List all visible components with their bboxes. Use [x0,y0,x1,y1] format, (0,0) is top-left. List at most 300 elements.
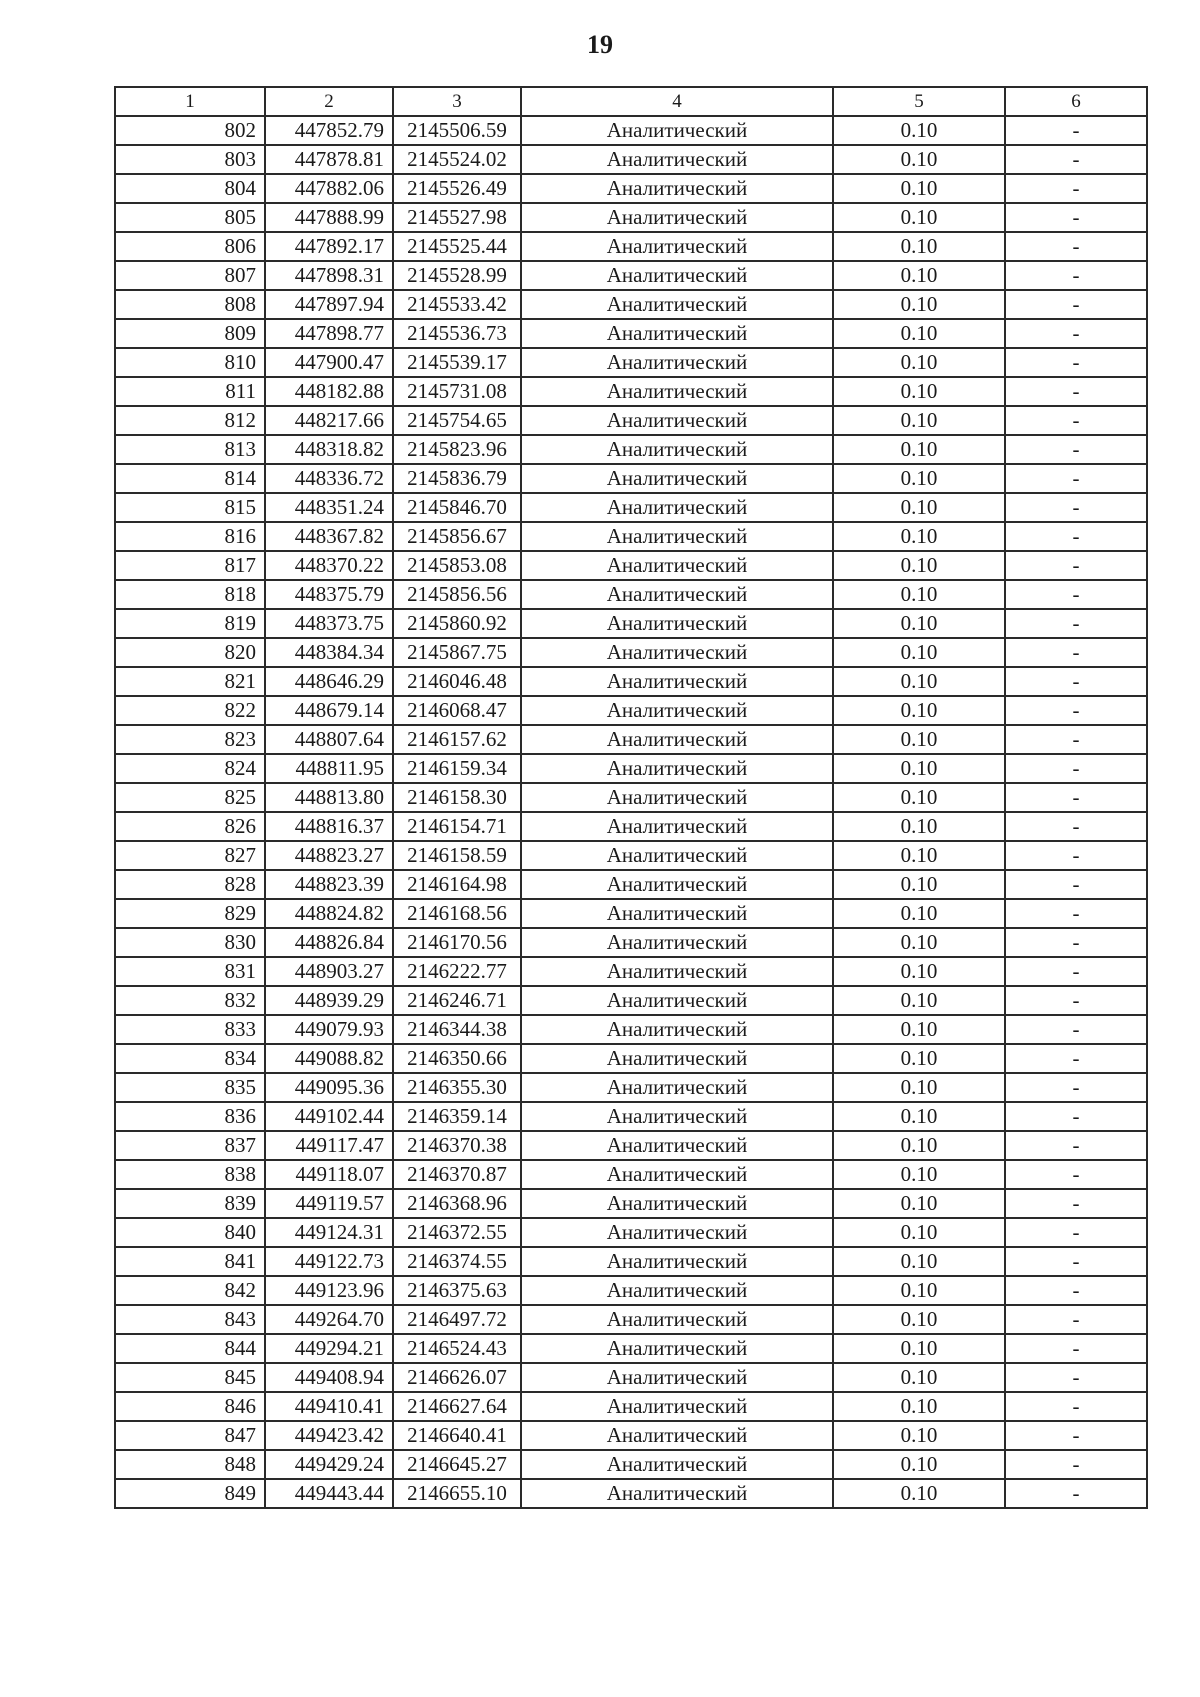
precision-cell: 0.10 [833,841,1005,870]
table-row [115,638,1147,667]
x-coordinate-cell: 449118.07 [265,1160,393,1189]
note-cell: - [1005,1479,1147,1508]
note-cell: - [1005,1189,1147,1218]
method-cell: Аналитический [521,319,833,348]
point-number-cell: 811 [115,377,265,406]
page-number: 19 [587,30,613,59]
y-coordinate-cell: 2145860.92 [393,609,521,638]
method-cell: Аналитический [521,1102,833,1131]
point-number-cell: 839 [115,1189,265,1218]
table-row [115,116,1147,145]
note-cell: - [1005,232,1147,261]
method-cell: Аналитический [521,1189,833,1218]
table-row [115,754,1147,783]
precision-cell: 0.10 [833,203,1005,232]
point-number-cell: 838 [115,1160,265,1189]
y-coordinate-cell: 2146157.62 [393,725,521,754]
x-coordinate-cell: 449294.21 [265,1334,393,1363]
precision-cell: 0.10 [833,1015,1005,1044]
x-coordinate-cell: 449095.36 [265,1073,393,1102]
point-number-cell: 826 [115,812,265,841]
table-row [115,928,1147,957]
point-number-cell: 814 [115,464,265,493]
point-number-cell: 822 [115,696,265,725]
method-cell: Аналитический [521,290,833,319]
y-coordinate-cell: 2146355.30 [393,1073,521,1102]
precision-cell: 0.10 [833,1450,1005,1479]
note-cell: - [1005,377,1147,406]
point-number-cell: 836 [115,1102,265,1131]
table-row [115,435,1147,464]
x-coordinate-cell: 448351.24 [265,493,393,522]
note-cell: - [1005,725,1147,754]
method-cell: Аналитический [521,1073,833,1102]
y-coordinate-cell: 2145528.99 [393,261,521,290]
table-row [115,1450,1147,1479]
y-coordinate-cell: 2146370.38 [393,1131,521,1160]
point-number-cell: 834 [115,1044,265,1073]
precision-cell: 0.10 [833,377,1005,406]
x-coordinate-cell: 447892.17 [265,232,393,261]
method-cell: Аналитический [521,493,833,522]
note-cell: - [1005,551,1147,580]
point-number-cell: 844 [115,1334,265,1363]
precision-cell: 0.10 [833,667,1005,696]
method-cell: Аналитический [521,696,833,725]
method-cell: Аналитический [521,1044,833,1073]
header-col-1: 1 [115,87,265,116]
point-number-cell: 812 [115,406,265,435]
y-coordinate-cell: 2145856.56 [393,580,521,609]
y-coordinate-cell: 2145524.02 [393,145,521,174]
method-cell: Аналитический [521,1305,833,1334]
note-cell: - [1005,812,1147,841]
y-coordinate-cell: 2146368.96 [393,1189,521,1218]
table-row [115,580,1147,609]
precision-cell: 0.10 [833,145,1005,174]
point-number-cell: 820 [115,638,265,667]
precision-cell: 0.10 [833,1247,1005,1276]
y-coordinate-cell: 2145853.08 [393,551,521,580]
x-coordinate-cell: 448336.72 [265,464,393,493]
method-cell: Аналитический [521,1479,833,1508]
y-coordinate-cell: 2146524.43 [393,1334,521,1363]
precision-cell: 0.10 [833,493,1005,522]
note-cell: - [1005,116,1147,145]
method-cell: Аналитический [521,203,833,232]
point-number-cell: 805 [115,203,265,232]
header-col-2: 2 [265,87,393,116]
note-cell: - [1005,1363,1147,1392]
x-coordinate-cell: 448903.27 [265,957,393,986]
note-cell: - [1005,841,1147,870]
point-number-cell: 823 [115,725,265,754]
x-coordinate-cell: 448679.14 [265,696,393,725]
x-coordinate-cell: 449423.42 [265,1421,393,1450]
precision-cell: 0.10 [833,174,1005,203]
method-cell: Аналитический [521,899,833,928]
precision-cell: 0.10 [833,1044,1005,1073]
x-coordinate-cell: 447898.77 [265,319,393,348]
y-coordinate-cell: 2146222.77 [393,957,521,986]
y-coordinate-cell: 2146627.64 [393,1392,521,1421]
point-number-cell: 803 [115,145,265,174]
x-coordinate-cell: 449102.44 [265,1102,393,1131]
header-row [115,87,1147,116]
y-coordinate-cell: 2145731.08 [393,377,521,406]
point-number-cell: 831 [115,957,265,986]
method-cell: Аналитический [521,1247,833,1276]
precision-cell: 0.10 [833,696,1005,725]
point-number-cell: 817 [115,551,265,580]
table-row [115,203,1147,232]
precision-cell: 0.10 [833,348,1005,377]
method-cell: Аналитический [521,609,833,638]
method-cell: Аналитический [521,928,833,957]
x-coordinate-cell: 448217.66 [265,406,393,435]
point-number-cell: 806 [115,232,265,261]
note-cell: - [1005,638,1147,667]
x-coordinate-cell: 448807.64 [265,725,393,754]
precision-cell: 0.10 [833,609,1005,638]
x-coordinate-cell: 447888.99 [265,203,393,232]
method-cell: Аналитический [521,1421,833,1450]
x-coordinate-cell: 449408.94 [265,1363,393,1392]
table-row [115,957,1147,986]
note-cell: - [1005,522,1147,551]
table-row [115,522,1147,551]
y-coordinate-cell: 2145527.98 [393,203,521,232]
note-cell: - [1005,435,1147,464]
x-coordinate-cell: 448646.29 [265,667,393,696]
precision-cell: 0.10 [833,986,1005,1015]
precision-cell: 0.10 [833,406,1005,435]
precision-cell: 0.10 [833,232,1005,261]
note-cell: - [1005,406,1147,435]
precision-cell: 0.10 [833,1160,1005,1189]
x-coordinate-cell: 447898.31 [265,261,393,290]
precision-cell: 0.10 [833,464,1005,493]
point-number-cell: 804 [115,174,265,203]
table-row [115,725,1147,754]
note-cell: - [1005,754,1147,783]
x-coordinate-cell: 449264.70 [265,1305,393,1334]
y-coordinate-cell: 2145533.42 [393,290,521,319]
y-coordinate-cell: 2146359.14 [393,1102,521,1131]
x-coordinate-cell: 449410.41 [265,1392,393,1421]
y-coordinate-cell: 2145539.17 [393,348,521,377]
y-coordinate-cell: 2146374.55 [393,1247,521,1276]
x-coordinate-cell: 448826.84 [265,928,393,957]
x-coordinate-cell: 448373.75 [265,609,393,638]
method-cell: Аналитический [521,667,833,696]
x-coordinate-cell: 448816.37 [265,812,393,841]
y-coordinate-cell: 2145506.59 [393,116,521,145]
method-cell: Аналитический [521,116,833,145]
table-row [115,261,1147,290]
x-coordinate-cell: 447900.47 [265,348,393,377]
y-coordinate-cell: 2146626.07 [393,1363,521,1392]
y-coordinate-cell: 2146375.63 [393,1276,521,1305]
x-coordinate-cell: 448318.82 [265,435,393,464]
note-cell: - [1005,174,1147,203]
method-cell: Аналитический [521,1160,833,1189]
table-row [115,1044,1147,1073]
table-row [115,1073,1147,1102]
method-cell: Аналитический [521,870,833,899]
x-coordinate-cell: 448367.82 [265,522,393,551]
precision-cell: 0.10 [833,1218,1005,1247]
y-coordinate-cell: 2146370.87 [393,1160,521,1189]
note-cell: - [1005,1305,1147,1334]
method-cell: Аналитический [521,841,833,870]
x-coordinate-cell: 448813.80 [265,783,393,812]
method-cell: Аналитический [521,580,833,609]
y-coordinate-cell: 2146497.72 [393,1305,521,1334]
note-cell: - [1005,1015,1147,1044]
point-number-cell: 837 [115,1131,265,1160]
y-coordinate-cell: 2146168.56 [393,899,521,928]
precision-cell: 0.10 [833,290,1005,319]
y-coordinate-cell: 2146159.34 [393,754,521,783]
point-number-cell: 848 [115,1450,265,1479]
y-coordinate-cell: 2146655.10 [393,1479,521,1508]
precision-cell: 0.10 [833,899,1005,928]
method-cell: Аналитический [521,232,833,261]
y-coordinate-cell: 2146344.38 [393,1015,521,1044]
note-cell: - [1005,783,1147,812]
table-row [115,899,1147,928]
method-cell: Аналитический [521,1015,833,1044]
x-coordinate-cell: 447882.06 [265,174,393,203]
x-coordinate-cell: 449124.31 [265,1218,393,1247]
x-coordinate-cell: 448182.88 [265,377,393,406]
x-coordinate-cell: 449117.47 [265,1131,393,1160]
table-row [115,1218,1147,1247]
table-row [115,1247,1147,1276]
table-row [115,232,1147,261]
point-number-cell: 842 [115,1276,265,1305]
x-coordinate-cell: 448384.34 [265,638,393,667]
precision-cell: 0.10 [833,1363,1005,1392]
table-row [115,377,1147,406]
point-number-cell: 849 [115,1479,265,1508]
table-row [115,464,1147,493]
method-cell: Аналитический [521,377,833,406]
precision-cell: 0.10 [833,1073,1005,1102]
precision-cell: 0.10 [833,812,1005,841]
table-row [115,1479,1147,1508]
precision-cell: 0.10 [833,551,1005,580]
table-row [115,1102,1147,1131]
x-coordinate-cell: 449122.73 [265,1247,393,1276]
precision-cell: 0.10 [833,1421,1005,1450]
table-row [115,1305,1147,1334]
note-cell: - [1005,580,1147,609]
table-row [115,348,1147,377]
point-number-cell: 827 [115,841,265,870]
table-row [115,493,1147,522]
table-row [115,667,1147,696]
y-coordinate-cell: 2145536.73 [393,319,521,348]
point-number-cell: 802 [115,116,265,145]
coordinates-table [114,86,1148,1509]
y-coordinate-cell: 2146372.55 [393,1218,521,1247]
point-number-cell: 832 [115,986,265,1015]
precision-cell: 0.10 [833,783,1005,812]
x-coordinate-cell: 449119.57 [265,1189,393,1218]
y-coordinate-cell: 2145525.44 [393,232,521,261]
precision-cell: 0.10 [833,1189,1005,1218]
note-cell: - [1005,348,1147,377]
y-coordinate-cell: 2146640.41 [393,1421,521,1450]
point-number-cell: 845 [115,1363,265,1392]
precision-cell: 0.10 [833,319,1005,348]
method-cell: Аналитический [521,1334,833,1363]
header-col-4: 4 [521,87,833,116]
note-cell: - [1005,493,1147,522]
x-coordinate-cell: 448370.22 [265,551,393,580]
precision-cell: 0.10 [833,580,1005,609]
x-coordinate-cell: 449079.93 [265,1015,393,1044]
table-row [115,1131,1147,1160]
note-cell: - [1005,1392,1147,1421]
point-number-cell: 846 [115,1392,265,1421]
table-row [115,1334,1147,1363]
y-coordinate-cell: 2146158.30 [393,783,521,812]
table-body [115,116,1147,1508]
method-cell: Аналитический [521,261,833,290]
x-coordinate-cell: 448375.79 [265,580,393,609]
precision-cell: 0.10 [833,1102,1005,1131]
table-row [115,1015,1147,1044]
table-row [115,1363,1147,1392]
precision-cell: 0.10 [833,928,1005,957]
note-cell: - [1005,870,1147,899]
point-number-cell: 808 [115,290,265,319]
y-coordinate-cell: 2146170.56 [393,928,521,957]
note-cell: - [1005,957,1147,986]
precision-cell: 0.10 [833,1131,1005,1160]
y-coordinate-cell: 2145867.75 [393,638,521,667]
point-number-cell: 847 [115,1421,265,1450]
header-col-3: 3 [393,87,521,116]
note-cell: - [1005,609,1147,638]
note-cell: - [1005,928,1147,957]
table-row [115,870,1147,899]
point-number-cell: 825 [115,783,265,812]
table-row [115,290,1147,319]
precision-cell: 0.10 [833,435,1005,464]
table-row [115,696,1147,725]
point-number-cell: 810 [115,348,265,377]
x-coordinate-cell: 449429.24 [265,1450,393,1479]
precision-cell: 0.10 [833,957,1005,986]
point-number-cell: 815 [115,493,265,522]
note-cell: - [1005,145,1147,174]
method-cell: Аналитический [521,522,833,551]
table-row [115,609,1147,638]
table-header [115,87,1147,116]
note-cell: - [1005,1247,1147,1276]
table-row [115,841,1147,870]
y-coordinate-cell: 2146246.71 [393,986,521,1015]
y-coordinate-cell: 2146164.98 [393,870,521,899]
method-cell: Аналитический [521,435,833,464]
method-cell: Аналитический [521,1218,833,1247]
method-cell: Аналитический [521,812,833,841]
point-number-cell: 835 [115,1073,265,1102]
y-coordinate-cell: 2145823.96 [393,435,521,464]
precision-cell: 0.10 [833,870,1005,899]
method-cell: Аналитический [521,957,833,986]
point-number-cell: 819 [115,609,265,638]
precision-cell: 0.10 [833,1276,1005,1305]
note-cell: - [1005,1421,1147,1450]
point-number-cell: 821 [115,667,265,696]
note-cell: - [1005,1450,1147,1479]
y-coordinate-cell: 2145526.49 [393,174,521,203]
method-cell: Аналитический [521,783,833,812]
note-cell: - [1005,696,1147,725]
table-row [115,812,1147,841]
method-cell: Аналитический [521,1131,833,1160]
precision-cell: 0.10 [833,522,1005,551]
method-cell: Аналитический [521,348,833,377]
point-number-cell: 833 [115,1015,265,1044]
table-row [115,1392,1147,1421]
method-cell: Аналитический [521,464,833,493]
precision-cell: 0.10 [833,725,1005,754]
method-cell: Аналитический [521,754,833,783]
table-row [115,1276,1147,1305]
y-coordinate-cell: 2145846.70 [393,493,521,522]
header-col-6: 6 [1005,87,1147,116]
precision-cell: 0.10 [833,1479,1005,1508]
y-coordinate-cell: 2145856.67 [393,522,521,551]
x-coordinate-cell: 447852.79 [265,116,393,145]
table-row [115,1160,1147,1189]
table-row [115,174,1147,203]
point-number-cell: 829 [115,899,265,928]
method-cell: Аналитический [521,1276,833,1305]
note-cell: - [1005,1073,1147,1102]
point-number-cell: 828 [115,870,265,899]
method-cell: Аналитический [521,174,833,203]
x-coordinate-cell: 448811.95 [265,754,393,783]
y-coordinate-cell: 2145836.79 [393,464,521,493]
table-row [115,406,1147,435]
method-cell: Аналитический [521,638,833,667]
point-number-cell: 809 [115,319,265,348]
x-coordinate-cell: 447878.81 [265,145,393,174]
note-cell: - [1005,203,1147,232]
method-cell: Аналитический [521,1363,833,1392]
y-coordinate-cell: 2146046.48 [393,667,521,696]
y-coordinate-cell: 2146645.27 [393,1450,521,1479]
precision-cell: 0.10 [833,1392,1005,1421]
method-cell: Аналитический [521,1450,833,1479]
note-cell: - [1005,319,1147,348]
table-row [115,1421,1147,1450]
point-number-cell: 824 [115,754,265,783]
note-cell: - [1005,261,1147,290]
precision-cell: 0.10 [833,116,1005,145]
x-coordinate-cell: 448939.29 [265,986,393,1015]
x-coordinate-cell: 449123.96 [265,1276,393,1305]
precision-cell: 0.10 [833,1334,1005,1363]
y-coordinate-cell: 2146154.71 [393,812,521,841]
